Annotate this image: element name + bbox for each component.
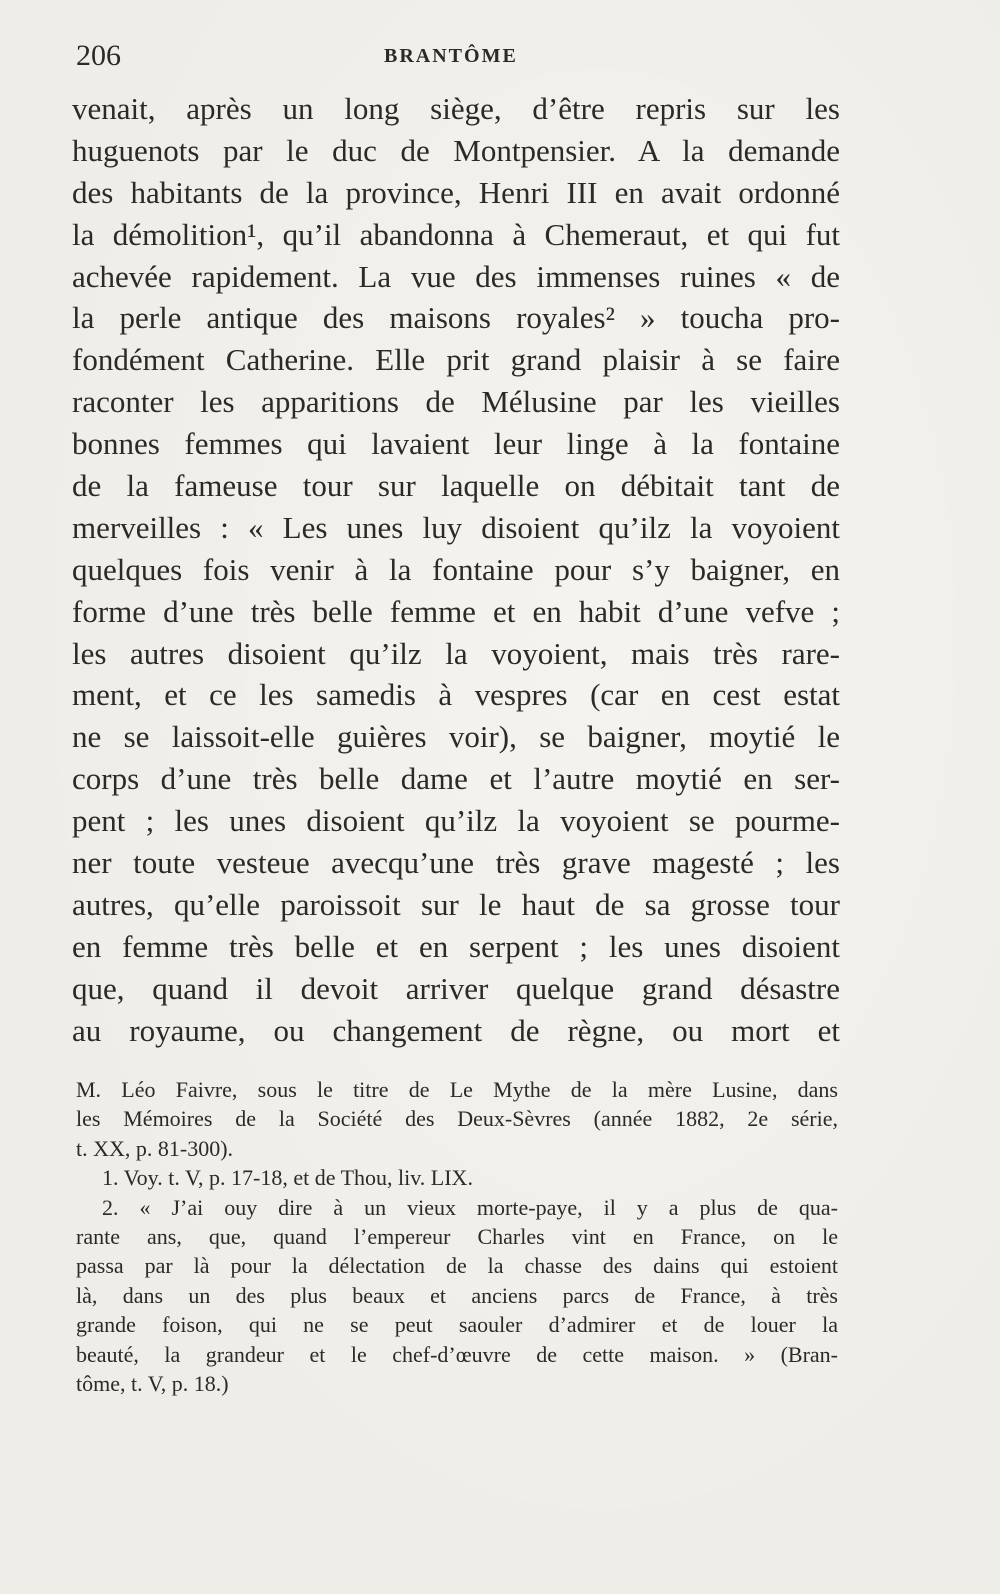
body-line: bonnes femmes qui lavaient leur linge à la fontaine — [72, 426, 840, 462]
body-line: forme d’une très belle femme et en habit d’une vefve ; — [72, 593, 840, 629]
body-line: que, quand il devoit arriver quelque grand désastre — [72, 970, 840, 1006]
running-head: BRANTÔME — [384, 45, 518, 67]
body-line: huguenots par le duc de Montpensier. A la demande — [72, 132, 840, 168]
footnote-line: t. XX, p. 81-300). — [76, 1135, 234, 1161]
body-line: en femme très belle et en serpent ; les unes disoient — [72, 928, 840, 964]
body-line: des habitants de la province, Henri III en avait ordonné — [72, 174, 840, 210]
footnote-line: rante ans, que, quand l’empereur Charles vint en France, on le — [76, 1223, 838, 1249]
body-line: quelques fois venir à la fontaine pour s’y baigner, en — [72, 551, 840, 587]
footnote-1: 1. Voy. t. V, p. 17-18, et de Thou, liv. LIX. — [102, 1165, 473, 1191]
footnote-2: 2. « J’ai ouy dire à un vieux morte-paye, il y a plus de qua- — [102, 1194, 838, 1220]
body-line: fondément Catherine. Elle prit grand plaisir à se faire — [72, 342, 840, 378]
body-line: la perle antique des maisons royales² » toucha pro- — [72, 300, 840, 336]
page-number: 206 — [76, 39, 121, 72]
body-line: corps d’une très belle dame et l’autre moytié en ser- — [72, 761, 840, 797]
footnote-line: là, dans un des plus beaux et anciens parcs de France, à très — [76, 1282, 838, 1308]
body-line: ner toute vesteue avecqu’une très grave magesté ; les — [72, 845, 840, 881]
body-line: venait, après un long siège, d’être repris sur les — [72, 91, 840, 126]
footnotes — [76, 1075, 838, 1398]
footnote-line: passa par là pour la délectation de la chasse des dains qui estoient — [76, 1253, 838, 1279]
body-line: ne se laissoit-elle guières voir), se baigner, moytié le — [72, 719, 840, 755]
footnote-line: les Mémoires de la Société des Deux-Sèvres (année 1882, 2e série, — [76, 1106, 838, 1132]
footnote-line: grande foison, qui ne se peut saouler d’admirer et de louer la — [76, 1312, 838, 1338]
body-line: de la fameuse tour sur laquelle on débitait tant de — [72, 468, 840, 504]
footnote-line: M. Léo Faivre, sous le titre de Le Mythe de la mère Lusine, dans — [76, 1077, 838, 1102]
footnote-line: beauté, la grandeur et le chef-d’œuvre de cette maison. » (Bran- — [76, 1341, 838, 1367]
body-line: achevée rapidement. La vue des immenses ruines « de — [72, 258, 840, 294]
body-line: autres, qu’elle paroissoit sur le haut de sa grosse tour — [72, 886, 840, 922]
body-line: la démolition¹, qu’il abandonna à Chemeraut, et qui fut — [72, 216, 840, 252]
body-line: au royaume, ou changement de règne, ou mort et — [72, 1012, 840, 1048]
footnote-line: tôme, t. V, p. 18.) — [76, 1370, 229, 1396]
body-line: ment, et ce les samedis à vespres (car en cest estat — [72, 677, 840, 713]
body-line: raconter les apparitions de Mélusine par les vieilles — [72, 384, 840, 420]
body-line: les autres disoient qu’ilz la voyoient, mais très rare- — [72, 635, 840, 671]
body-line: merveilles : « Les unes luy disoient qu’ilz la voyoient — [72, 509, 840, 545]
body-line: pent ; les unes disoient qu’ilz la voyoient se pourme- — [72, 803, 840, 839]
page-header — [76, 36, 836, 76]
body-text — [72, 88, 840, 1051]
